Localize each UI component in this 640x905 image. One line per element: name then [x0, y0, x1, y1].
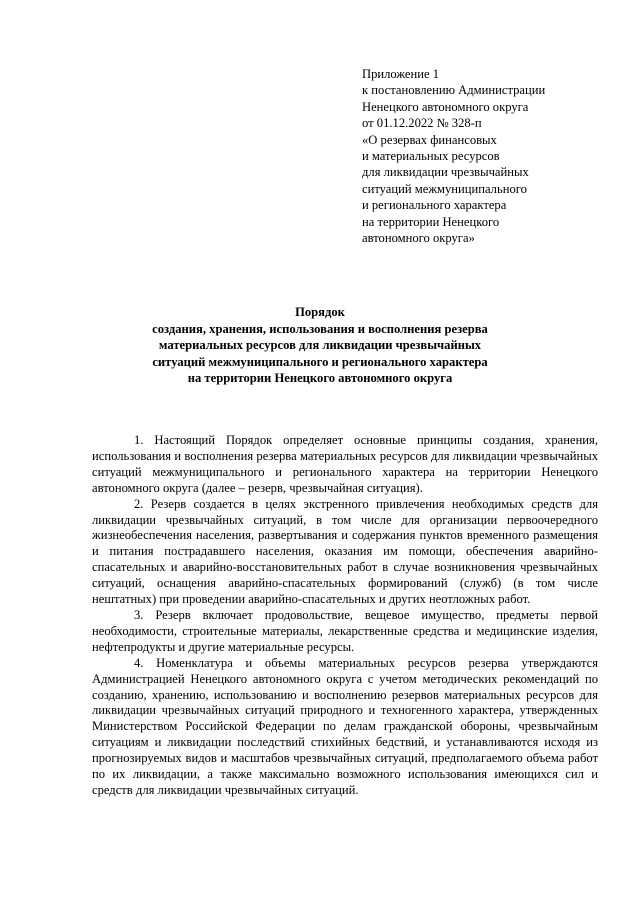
appendix-line: и материальных ресурсов: [362, 149, 500, 164]
appendix-line: к постановлению Администрации: [362, 83, 546, 98]
paragraph-1: 1. Настоящий Порядок определяет основные принципы создания, хранения, использования и восполнения резерва материальных ресурсов для ликвидации чрезвычайных ситуаций межмуниципального и регионального характера на территории Ненецкого автономного округа (далее – резерв, чрезвычайная ситуация).: [92, 433, 598, 495]
title-line: ситуаций межмуниципального и регионального характера: [152, 354, 488, 369]
appendix-line: автономного округа»: [362, 231, 475, 246]
appendix-line: для ликвидации чрезвычайных: [362, 165, 529, 180]
document-body: [92, 433, 598, 799]
document-title: [0, 304, 640, 387]
appendix-line: и регионального характера: [362, 198, 507, 213]
title-line: на территории Ненецкого автономного округа: [187, 371, 453, 386]
appendix-line: «О резервах финансовых: [362, 132, 497, 147]
appendix-line: от 01.12.2022 № 328-п: [362, 116, 482, 131]
paragraph-4: 4. Номенклатура и объемы материальных ресурсов резерва утверждаются Администрацией Ненецкого автономного округа с учетом методических рекомендаций по созданию, хранению, использованию и восполнению резервов материальных ресурсов для ликвидации чрезвычайных ситуаций природного и техногенного характера, утвержденных Министерством Российской Федерации по делам гражданской обороны, чрезвычайным ситуациям и ликвидации последствий стихийных бедствий, и устанавливаются исходя из прогнозируемых видов и масштабов чрезвычайных ситуаций, предполагаемого объема работ по их ликвидации, а также максимально возможного использования имеющихся сил и средств для ликвидации чрезвычайных ситуаций.: [92, 655, 598, 797]
paragraph-3: 3. Резерв включает продовольствие, вещевое имущество, предметы первой необходимости, строительные материалы, лекарственные средства и медицинские изделия, нефтепродукты и другие материальные ресурсы.: [92, 607, 598, 654]
appendix-block: [362, 66, 612, 246]
title-line: материальных ресурсов для ликвидации чрезвычайных: [158, 338, 482, 353]
appendix-line: Ненецкого автономного округа: [362, 99, 529, 114]
appendix-line: ситуаций межмуниципального: [362, 181, 527, 196]
appendix-line: Приложение 1: [362, 67, 440, 81]
appendix-line: на территории Ненецкого: [362, 214, 500, 229]
paragraph-2: 2. Резерв создается в целях экстренного привлечения необходимых средств для ликвидации чрезвычайных ситуаций, в том числе для организации первоочередного жизнеобеспечения населения, развертывания и содержания пунктов временного размещения и питания пострадавшего населения, оказания им помощи, обеспечения аварийно-спасательных и аварийно-восстановительных работ в случае возникновения чрезвычайных ситуаций, оснащения аварийно-спасательных формирований (служб) (в том числе нештатных) при проведении аварийно-спасательных и других неотложных работ.: [92, 496, 598, 607]
title-line: Порядок: [295, 305, 345, 319]
title-line: создания, хранения, использования и восполнения резерва: [152, 321, 488, 336]
